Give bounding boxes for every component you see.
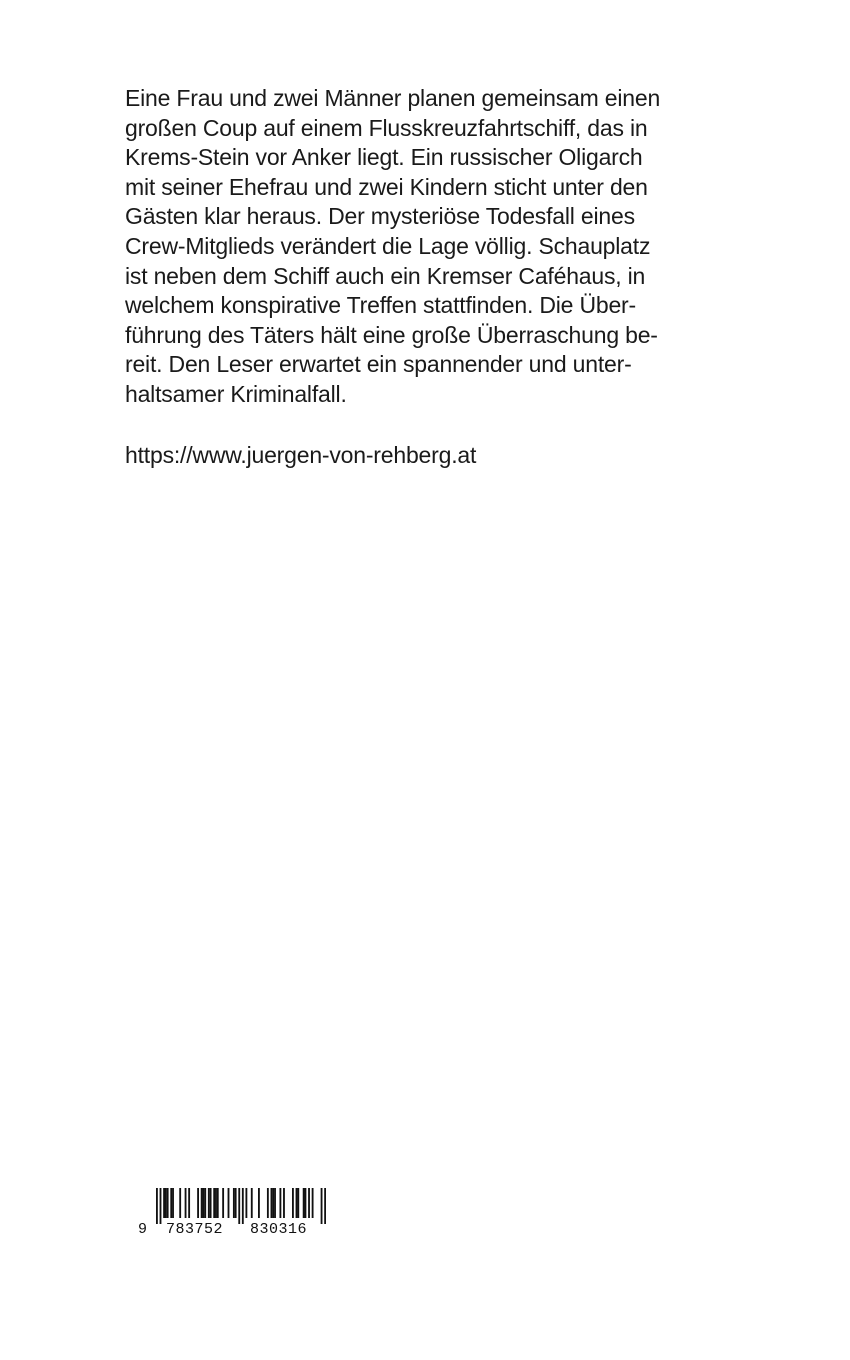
blurb-line: großen Coup auf einem Flusskreuzfahrtschiff, das in — [125, 114, 648, 141]
barcode-bar — [222, 1188, 224, 1218]
barcode-bar — [233, 1188, 235, 1218]
barcode-bar — [179, 1188, 181, 1218]
barcode-right-group: 830316 — [250, 1221, 308, 1238]
barcode-bar — [163, 1188, 165, 1218]
barcode-first-digit: 9 — [138, 1221, 148, 1238]
barcode-bar — [185, 1188, 187, 1218]
barcode-digits — [138, 1220, 334, 1240]
barcode-bar — [215, 1188, 217, 1218]
barcode-bar — [267, 1188, 269, 1218]
barcode-bar — [197, 1188, 199, 1218]
barcode-bar — [188, 1188, 190, 1218]
barcode-bar — [238, 1188, 240, 1224]
blurb-line: haltsamer Kriminalfall. — [125, 380, 347, 407]
blurb-line: Crew-Mitglieds verändert die Lage völlig. Schauplatz — [125, 232, 651, 259]
barcode-bar — [242, 1188, 244, 1224]
barcode-bar — [210, 1188, 212, 1218]
barcode-bar — [156, 1188, 158, 1224]
barcode-bar — [283, 1188, 285, 1218]
blurb-line: ist neben dem Schiff auch ein Kremser Caféhaus, in — [125, 262, 646, 289]
barcode-bar — [203, 1188, 205, 1218]
barcode-bar — [217, 1188, 219, 1218]
barcode-left-group: 783752 — [166, 1221, 224, 1238]
barcode-bar — [165, 1188, 167, 1218]
barcode-bar — [303, 1188, 305, 1218]
barcode-bar — [271, 1188, 273, 1218]
author-website-url: https://www.juergen-von-rehberg.at — [125, 442, 477, 468]
barcode-bar — [167, 1188, 169, 1218]
blurb-line: reit. Den Leser erwartet ein spannender und unter- — [125, 351, 632, 378]
barcode-bar — [172, 1188, 174, 1218]
barcode-bar — [324, 1188, 326, 1224]
barcode-bar — [213, 1188, 215, 1218]
barcode-bar — [201, 1188, 203, 1218]
blurb-line: Eine Frau und zwei Männer planen gemeinsam einen — [125, 85, 661, 111]
barcode-bar — [170, 1188, 172, 1218]
barcode-bar — [274, 1188, 276, 1218]
barcode-bar — [297, 1188, 299, 1218]
blurb-line: Krems-Stein vor Anker liegt. Ein russischer Oligarch — [125, 144, 643, 171]
barcode-bar — [312, 1188, 314, 1218]
barcode-bar — [245, 1188, 247, 1218]
blurb-line: mit seiner Ehefrau und zwei Kindern sticht unter den — [125, 173, 648, 200]
barcode-bar — [292, 1188, 294, 1218]
barcode-bar — [308, 1188, 310, 1218]
barcode-bar — [258, 1188, 260, 1218]
barcode-bar — [251, 1188, 253, 1218]
barcode-bar — [321, 1188, 323, 1224]
blurb-line: welchem konspirative Treffen stattfinden. Die Über- — [125, 292, 636, 319]
barcode-bar — [208, 1188, 210, 1218]
isbn-barcode — [138, 1186, 334, 1242]
barcode-bar — [160, 1188, 162, 1224]
barcode-bar — [228, 1188, 230, 1218]
book-blurb — [125, 84, 705, 410]
barcode-bar — [235, 1188, 237, 1218]
barcode-bar — [204, 1188, 206, 1218]
barcode-bar — [272, 1188, 274, 1218]
barcode-bar — [279, 1188, 281, 1218]
barcode-bar — [305, 1188, 307, 1218]
barcode-bar — [296, 1188, 298, 1218]
blurb-line: führung des Täters hält eine große Überraschung be- — [125, 321, 658, 348]
blurb-line: Gästen klar heraus. Der mysteriöse Todesfall eines — [125, 203, 635, 230]
barcode-bars — [156, 1188, 326, 1224]
